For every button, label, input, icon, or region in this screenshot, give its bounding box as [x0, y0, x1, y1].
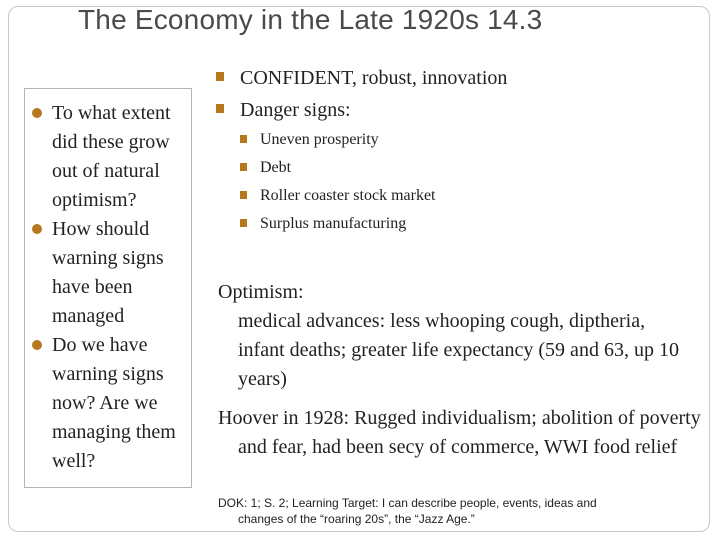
bullet-dot-icon [32, 224, 42, 234]
bullet-square-icon [240, 219, 247, 227]
optimism-body: medical advances: less whooping cough, diptheria, infant deaths; greater life expectancy (59 and 63, up 10 years) [238, 310, 679, 390]
sub-bullet-item [240, 154, 694, 182]
sub-bullet-text: Uneven prosperity [260, 131, 379, 148]
question-text: To what extent did these grow out of natural optimism? [52, 102, 171, 211]
footer-line-2: changes of the “roaring 20s”, the “Jazz Age.” [238, 512, 475, 526]
bullet-text: Danger signs: [240, 99, 351, 121]
sub-bullet-text: Surplus manufacturing [260, 215, 407, 232]
optimism-paragraph [218, 278, 688, 394]
sub-bullet-item [240, 126, 694, 154]
bullet-text: CONFIDENT, robust, innovation [240, 67, 508, 89]
bullet-item [214, 96, 694, 238]
learning-target-footer [218, 495, 698, 527]
bullet-square-icon [216, 72, 224, 81]
optimism-heading: Optimism: [218, 281, 304, 303]
question-item [28, 99, 192, 215]
sub-bullet-item [240, 182, 694, 210]
question-text: How should warning signs have been managed [52, 218, 164, 327]
bullet-dot-icon [32, 340, 42, 350]
bullet-item [214, 64, 694, 92]
hoover-paragraph: Hoover in 1928: Rugged individualism; abolition of poverty and fear, had been secy of commerce, WWI food relief [218, 407, 701, 458]
sub-bullet-text: Roller coaster stock market [260, 187, 436, 204]
questions-list [28, 99, 192, 476]
bullet-square-icon [240, 163, 247, 171]
slide-title: The Economy in the Late 1920s 14.3 [78, 4, 543, 35]
main-bullets [214, 64, 694, 242]
footer-line-1: DOK: 1; S. 2; Learning Target: I can describe people, events, ideas and [218, 496, 597, 510]
question-item [28, 331, 192, 476]
question-item [28, 215, 192, 331]
question-text: Do we have warning signs now? Are we managing them well? [52, 334, 176, 472]
bullet-dot-icon [32, 108, 42, 118]
bullet-square-icon [216, 104, 224, 113]
sub-bullet-text: Debt [260, 159, 292, 176]
danger-signs-list [240, 126, 694, 238]
bullet-square-icon [240, 191, 247, 199]
sub-bullet-item [240, 210, 694, 238]
bullet-square-icon [240, 135, 247, 143]
